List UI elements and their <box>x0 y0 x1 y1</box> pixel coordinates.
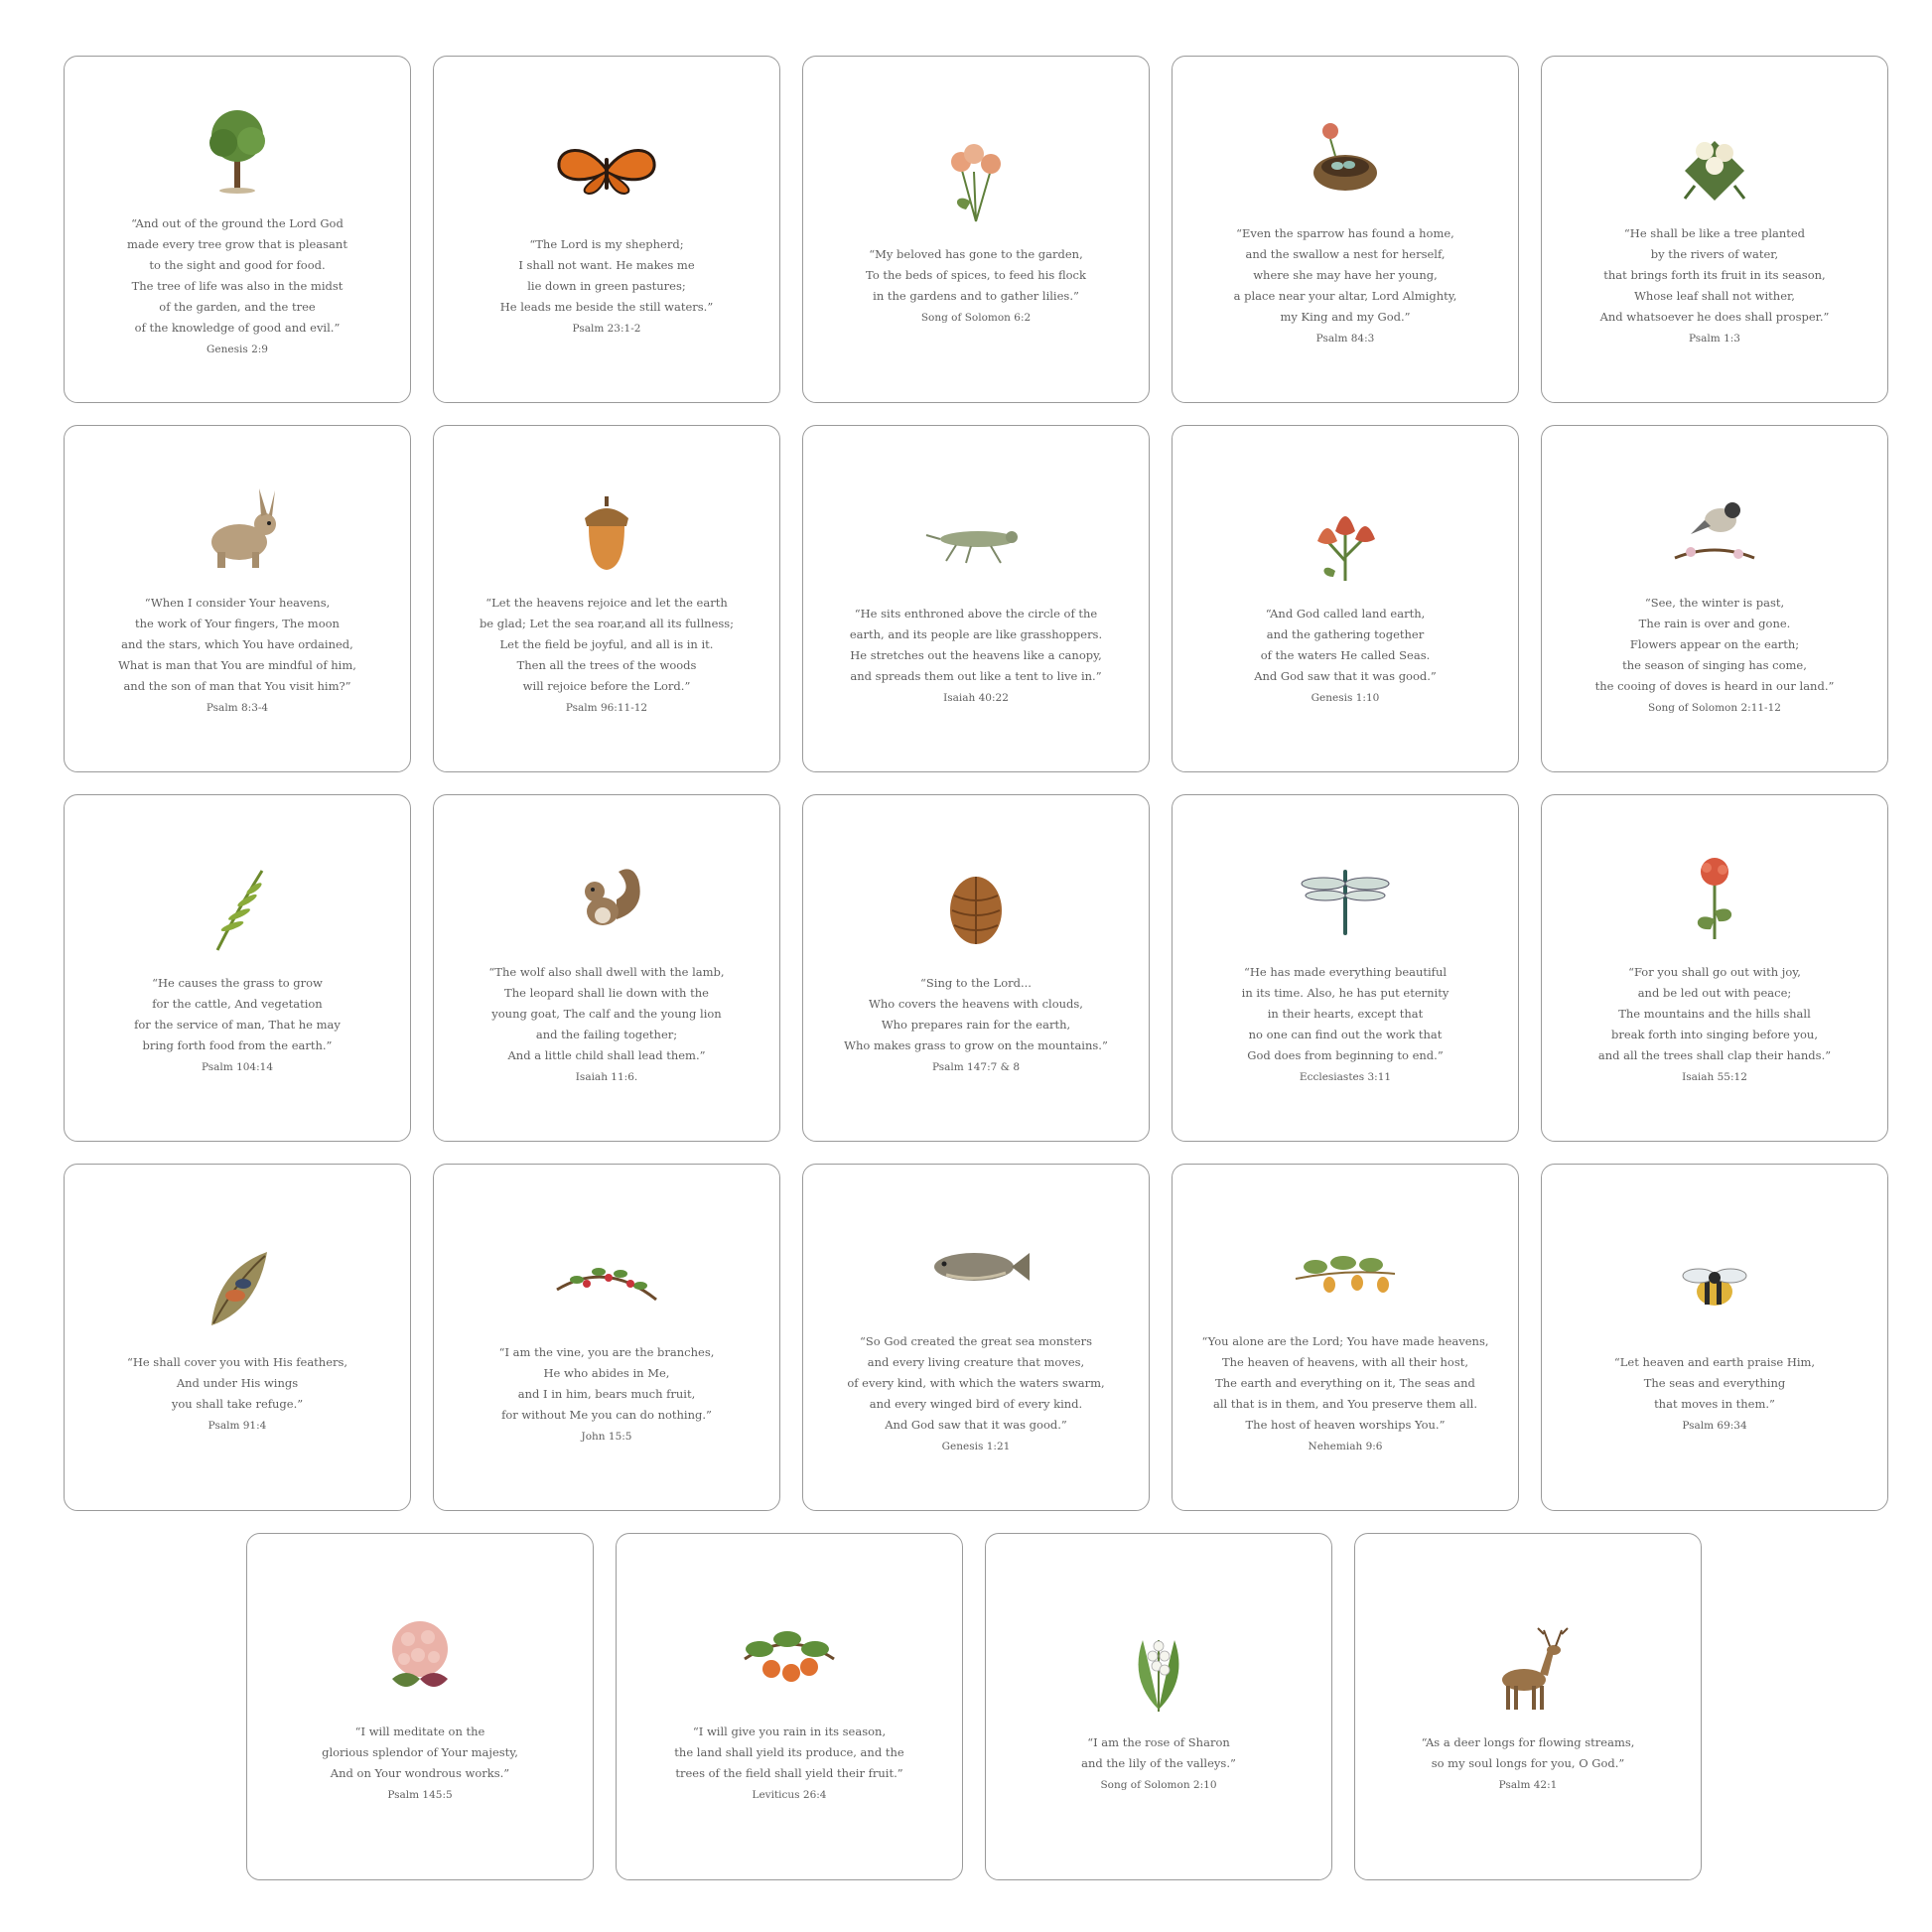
fern-icon <box>178 861 297 955</box>
grasshopper-icon <box>916 491 1035 586</box>
verse-text: “The wolf also shall dwell with the lamb, The leopard shall lie down with the young goat, The calf and the young lion and the failing together; And a little child shall lead them.” <box>488 965 725 1062</box>
verse-text: “As a deer longs for flowing streams, so my soul longs for you, O God.” <box>1421 1734 1635 1770</box>
verse-reference: Psalm 69:34 <box>1682 1420 1747 1432</box>
verse-reference: John 15:5 <box>581 1430 632 1443</box>
verse-card <box>246 1533 594 1880</box>
verse-reference: Psalm 23:1-2 <box>572 322 641 335</box>
verse-reference: Genesis 1:21 <box>941 1441 1011 1452</box>
verse-text: “The Lord is my shepherd; I shall not want. He makes me lie down in green pastures; He leads me beside the still waters.” <box>499 236 714 314</box>
verse-card <box>64 1164 411 1511</box>
tree-icon <box>178 101 297 196</box>
verse-card <box>64 425 411 772</box>
verse-card <box>1541 794 1888 1142</box>
squirrel-icon <box>547 850 666 944</box>
verse-reference: Nehemiah 9:6 <box>1308 1441 1383 1452</box>
verse-reference: Genesis 2:9 <box>207 343 268 355</box>
verse-reference: Psalm 84:3 <box>1315 333 1375 345</box>
verse-reference: Psalm 1:3 <box>1689 333 1740 345</box>
hydrangea-icon <box>360 1609 480 1704</box>
acorn-icon <box>547 481 666 575</box>
verse-reference: Psalm 96:11-12 <box>565 702 648 714</box>
feather-icon <box>178 1240 297 1334</box>
verse-text: “He causes the grass to grow for the cattle, And vegetation for the service of man, That he may bring forth food from the earth.” <box>134 975 341 1052</box>
verse-reference: Leviticus 26:4 <box>752 1789 827 1801</box>
verse-text: “Even the sparrow has found a home, and the swallow a nest for herself, where she may have her young, a place near your altar, Lord Almighty, my King and my God.” <box>1233 226 1457 324</box>
verse-card <box>433 56 780 403</box>
verse-card <box>985 1533 1332 1880</box>
verse-card <box>1541 1164 1888 1511</box>
verse-text: “I will give you rain in its season, the land shall yield its produce, and the trees of the field shall yield their fruit.” <box>674 1725 904 1780</box>
verse-text: “For you shall go out with joy, and be led out with peace; The mountains and the hills shall break forth into singing before you, and all the trees shall clap their hands.” <box>1597 965 1832 1062</box>
verse-text: “He shall be like a tree planted by the rivers of water, that brings forth its fruit in its season, Whose leaf shall not wither, And whatsoever he does shall prosper.” <box>1599 226 1830 324</box>
verse-reference: Song of Solomon 6:2 <box>920 312 1032 324</box>
verse-reference: Psalm 8:3-4 <box>206 702 269 714</box>
verse-text: “I am the rose of Sharon and the lily of the valleys.” <box>1081 1734 1236 1770</box>
verse-text: “Sing to the Lord... Who covers the heavens with clouds, Who prepares rain for the earth, Who makes grass to grow on the mountains.” <box>844 975 1108 1052</box>
verse-text: “And out of the ground the Lord God made every tree grow that is pleasant to the sight and good for food. The tree of life was also in the midst of the garden, and the tree of the knowledge of good and evil.” <box>127 215 347 335</box>
wildflower-icon <box>1655 850 1774 944</box>
verse-text: “When I consider Your heavens, the work of Your fingers, The moon and the stars, which You have ordained, What is man that You are mindful of him, and the son of man that You visit him?” <box>118 596 356 693</box>
verse-reference: Psalm 147:7 & 8 <box>931 1060 1021 1073</box>
flower-bouquet-icon <box>1655 111 1774 206</box>
verse-reference: Genesis 1:10 <box>1311 691 1380 704</box>
verse-card <box>1541 425 1888 772</box>
verse-text: “I am the vine, you are the branches, He who abides in Me, and I in him, bears much fruit, for without Me you can do nothing.” <box>498 1344 715 1422</box>
verse-reference: Psalm 91:4 <box>207 1420 267 1432</box>
fruit-branch-icon <box>730 1609 849 1704</box>
verse-card <box>802 1164 1150 1511</box>
tulip-icon <box>1286 491 1405 586</box>
verse-card <box>64 56 411 403</box>
verse-text: “My beloved has gone to the garden, To the beds of spices, to feed his flock in the gardens and to gather lilies.” <box>866 247 1086 303</box>
lily-of-the-valley-icon <box>1099 1620 1218 1715</box>
verse-reference: Psalm 42:1 <box>1498 1778 1558 1791</box>
bird-nest-icon <box>1286 111 1405 206</box>
verse-card <box>1541 56 1888 403</box>
verse-reference: Psalm 145:5 <box>387 1789 453 1801</box>
verse-card <box>1172 794 1519 1142</box>
verse-text: “He sits enthroned above the circle of the earth, and its people are like grasshoppers. He stretches out the heavens like a canopy, and spreads them out like a tent to live in.” <box>849 606 1103 683</box>
verse-card <box>802 56 1150 403</box>
verse-card <box>64 794 411 1142</box>
butterfly-icon <box>547 122 666 216</box>
verse-text: “He has made everything beautiful in its time. Also, he has put eternity in their hearts, except that no one can find out the work that God does from beginning to end.” <box>1241 965 1449 1062</box>
verse-reference: Isaiah 55:12 <box>1682 1071 1747 1083</box>
verse-card <box>1354 1533 1702 1880</box>
verse-text: “See, the winter is past, The rain is over and gone. Flowers appear on the earth; the season of singing has come, the cooing of doves is heard in our land.” <box>1594 596 1835 693</box>
verse-text: “He shall cover you with His feathers, And under His wings you shall take refuge.” <box>126 1355 348 1411</box>
deer-icon <box>1468 1620 1587 1715</box>
verse-reference: Song of Solomon 2:10 <box>1100 1778 1217 1791</box>
oak-leaves-icon <box>1286 1219 1405 1313</box>
verse-reference: Isaiah 40:22 <box>943 691 1009 704</box>
verse-card <box>1172 56 1519 403</box>
verse-text: “I will meditate on the glorious splendor of Your majesty, And on Your wondrous works.” <box>322 1725 518 1780</box>
verse-card <box>1172 425 1519 772</box>
bee-icon <box>1655 1240 1774 1334</box>
lily-flowers-icon <box>916 132 1035 226</box>
verse-reference: Isaiah 11:6. <box>575 1071 638 1083</box>
verse-card <box>433 1164 780 1511</box>
verse-card <box>616 1533 963 1880</box>
verse-card <box>802 794 1150 1142</box>
songbird-icon <box>1655 481 1774 575</box>
verse-card <box>1172 1164 1519 1511</box>
verse-text: “Let the heavens rejoice and let the earth be glad; Let the sea roar,and all its fullness; Let the field be joyful, and all is in it. Then all the trees of the woods will rejoice before the Lord.” <box>479 596 735 693</box>
berry-branch-icon <box>547 1230 666 1324</box>
verse-reference: Psalm 104:14 <box>201 1060 274 1073</box>
verse-reference: Song of Solomon 2:11-12 <box>1648 702 1781 714</box>
verse-reference: Ecclesiastes 3:11 <box>1299 1071 1392 1083</box>
pinecone-icon <box>916 861 1035 955</box>
fish-icon <box>916 1219 1035 1313</box>
verse-card <box>802 425 1150 772</box>
verse-card <box>433 794 780 1142</box>
verse-text: “You alone are the Lord; You have made heavens, The heaven of heavens, with all their host, The earth and everything on it, The seas and all that is in them, and You preserve them all. The host of heaven worships You.” <box>1201 1334 1489 1432</box>
hare-icon <box>178 481 297 575</box>
dragonfly-icon <box>1286 850 1405 944</box>
verse-text: “Let heaven and earth praise Him, The seas and everything that moves in them.” <box>1613 1355 1816 1411</box>
verse-text: “And God called land earth, and the gathering together of the waters He called Seas. And God saw that it was good.” <box>1254 606 1437 683</box>
verse-card <box>433 425 780 772</box>
verse-text: “So God created the great sea monsters and every living creature that moves, of every kind, with which the waters swarm, and every winged bird of every kind. And God saw that it was good.” <box>847 1334 1105 1432</box>
